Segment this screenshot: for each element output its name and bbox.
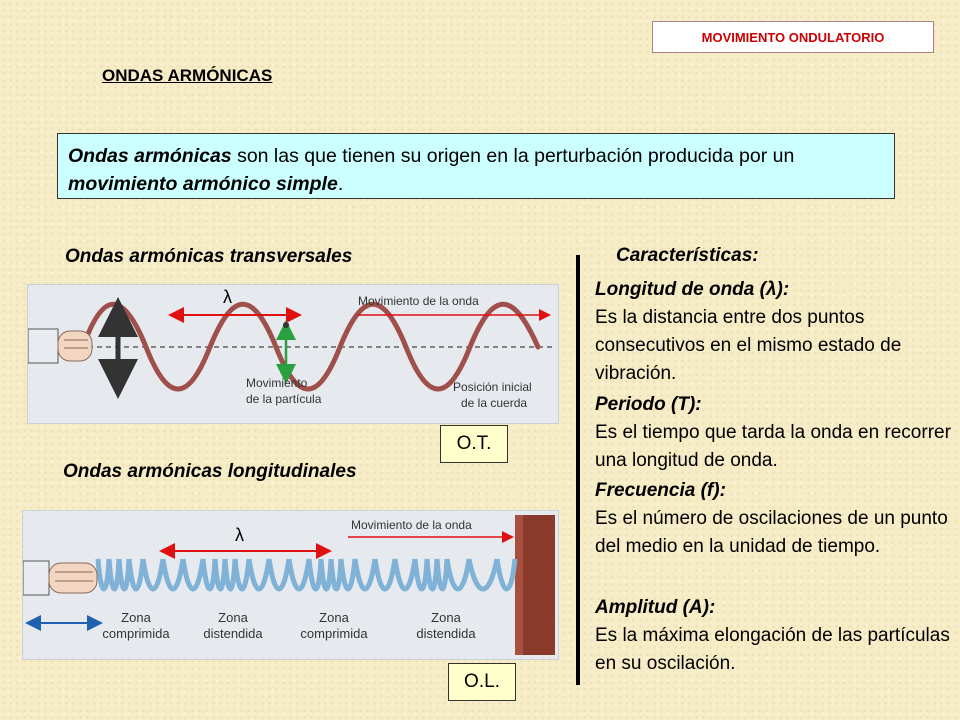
characteristic-text: Es el tiempo que tarda la onda en recorrer una longitud de onda. — [595, 422, 951, 471]
header-box — [652, 21, 934, 53]
definition-term2: movimiento armónico simple — [68, 173, 338, 195]
zone-3-line1: Zona — [319, 610, 349, 625]
characteristic-heading: Periodo (T): — [595, 394, 702, 415]
transversal-movement-label: Movimiento de la onda — [358, 294, 479, 308]
transversal-tag — [440, 425, 508, 463]
zone-3-line2: comprimida — [300, 626, 368, 641]
zone-4-line1: Zona — [431, 610, 461, 625]
zone-4-line2: distendida — [416, 626, 476, 641]
characteristics-title: Características: — [616, 245, 759, 266]
longitudinal-tag-label: O.L. — [464, 671, 500, 692]
characteristic-heading: Frecuencia (f): — [595, 480, 726, 501]
hand-icon — [23, 561, 97, 595]
longitudinal-tag — [448, 663, 516, 701]
characteristic-text: Es la distancia entre dos puntos consecutivos en el mismo estado de vibración. — [595, 307, 902, 384]
vertical-divider — [576, 255, 580, 685]
header-label: MOVIMIENTO ONDULATORIO — [701, 29, 885, 45]
transversal-title: Ondas armónicas transversales — [65, 246, 353, 267]
zone-1-line1: Zona — [121, 610, 151, 625]
characteristic-text: Es la máxima elongación de las partículas en su oscilación. — [595, 625, 950, 674]
definition-middle: son las que tienen su origen en la perturbación producida por un — [231, 145, 795, 167]
longitudinal-movement-label: Movimiento de la onda — [351, 518, 472, 532]
zone-2-line1: Zona — [218, 610, 248, 625]
transversal-image — [27, 284, 559, 424]
transversal-particle-label-2: de la partícula — [246, 392, 322, 406]
characteristic-wavelength — [595, 276, 960, 388]
transversal-tag-label: O.T. — [456, 433, 492, 454]
characteristic-period — [595, 391, 960, 475]
transversal-particle-label-1: Movimiento — [246, 376, 308, 390]
section-title: ONDAS ARMÓNICAS — [102, 66, 273, 85]
characteristic-text: Es el número de oscilaciones de un punto del medio en la unidad de tiempo. — [595, 508, 948, 557]
characteristic-amplitude — [595, 594, 960, 678]
characteristic-heading: Amplitud (A): — [595, 597, 716, 618]
definition-end: . — [337, 173, 344, 195]
zone-2-line2: distendida — [203, 626, 263, 641]
longitudinal-image — [22, 510, 559, 660]
transversal-initial-label-1: Posición inicial — [453, 380, 532, 394]
zone-1-line2: comprimida — [102, 626, 170, 641]
characteristic-frequency — [595, 477, 960, 561]
longitudinal-title: Ondas armónicas longitudinales — [63, 461, 357, 482]
definition-box — [57, 133, 895, 199]
transversal-initial-label-2: de la cuerda — [461, 396, 528, 410]
definition-term: Ondas armónicas — [68, 145, 232, 167]
characteristic-heading: Longitud de onda (λ): — [595, 279, 790, 300]
transversal-lambda: λ — [223, 287, 232, 307]
longitudinal-lambda: λ — [235, 525, 244, 545]
